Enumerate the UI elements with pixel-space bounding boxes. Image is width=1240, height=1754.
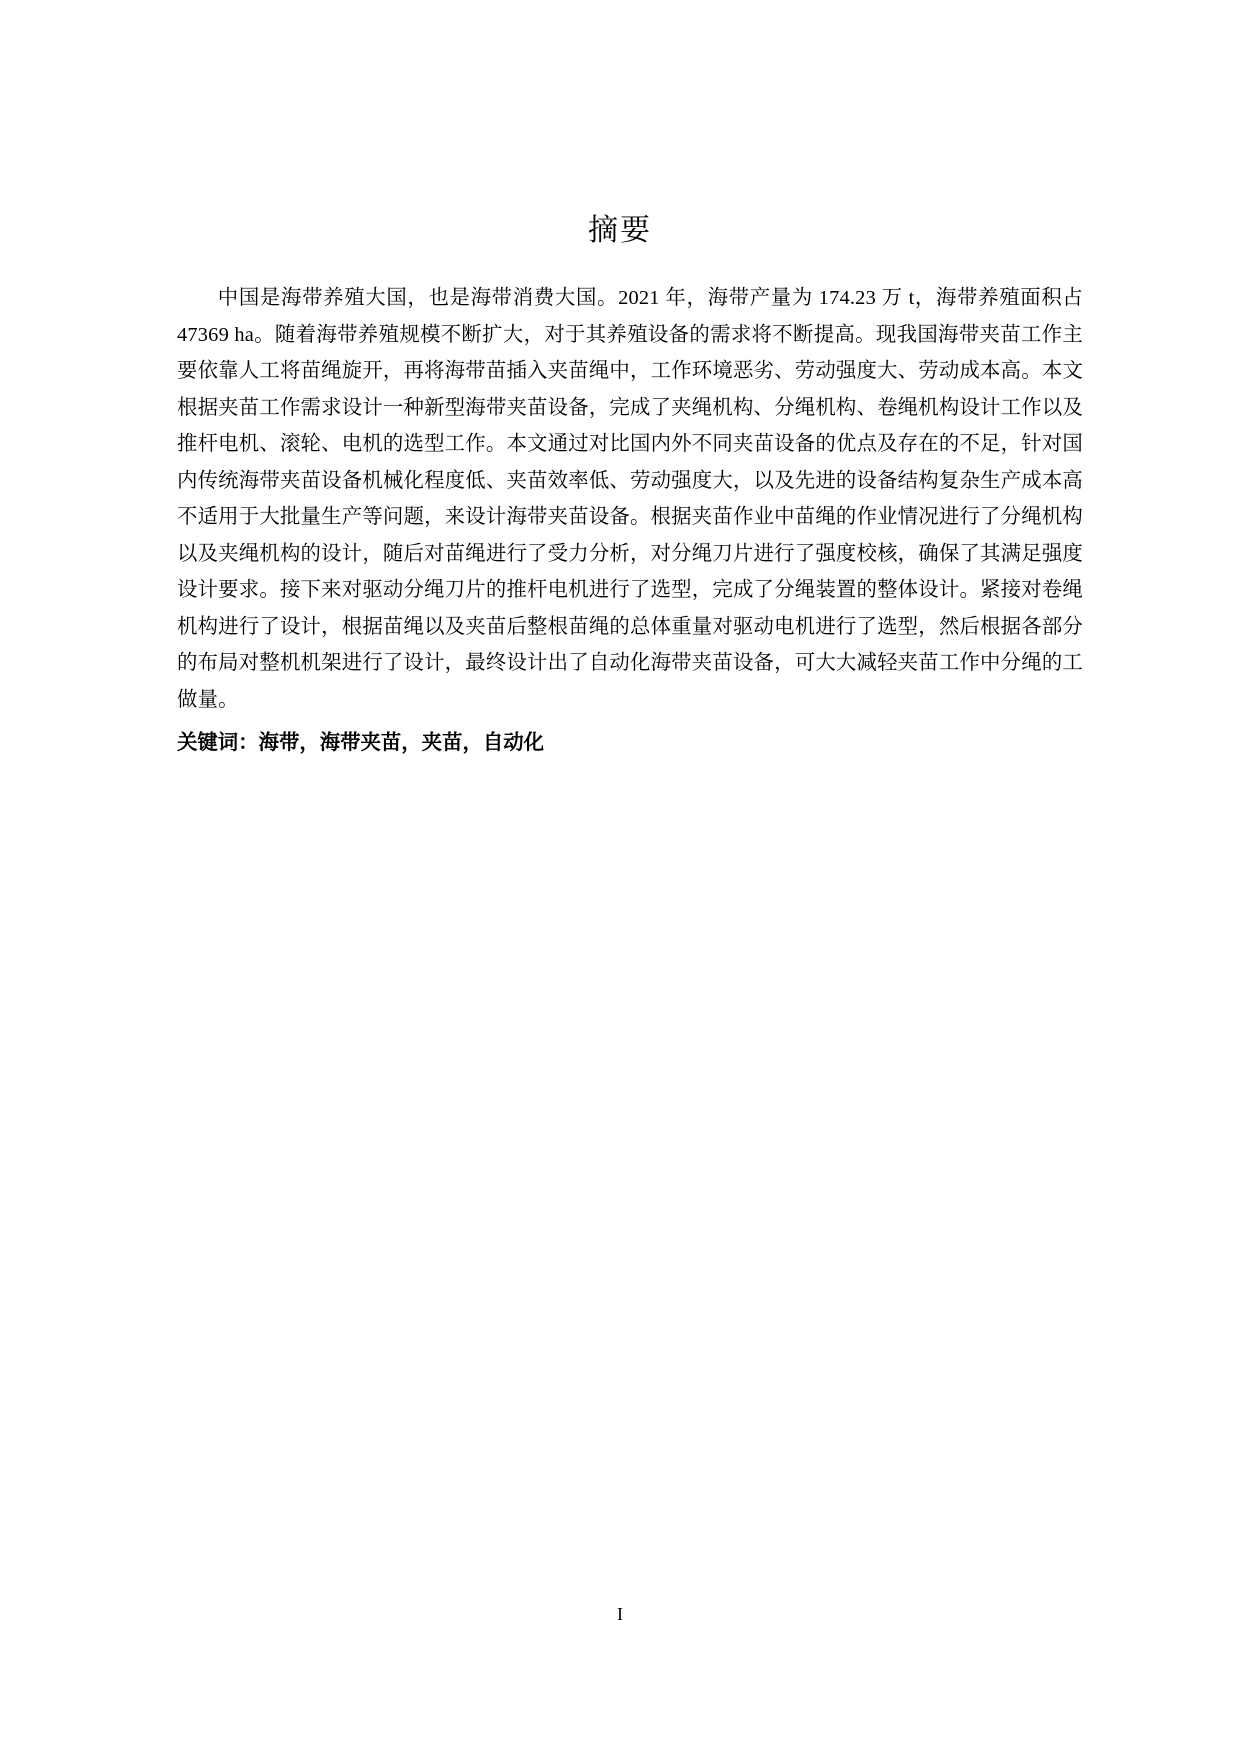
abstract-paragraph: 中国是海带养殖大国，也是海带消费大国。2021 年，海带产量为 174.23 万 t，海带养殖面积占 47369 ha。随着海带养殖规模不断扩大，对于其养殖设备的需求将不断提高。现我国海带夹苗工作主要依靠人工将苗绳旋开，再将海带苗插入夹苗绳中，工作环境恶劣、劳动强度大、劳动成本高。本文根据夹苗工作需求设计一种新型海带夹苗设备，完成了夹绳机构、分绳机构、卷绳机构设计工作以及推杆电机、滚轮、电机的选型工作。本文通过对比国内外不同夹苗设备的优点及存在的不足，针对国内传统海带夹苗设备机械化程度低、夹苗效率低、劳动强度大，以及先进的设备结构复杂生产成本高不适用于大批量生产等问题，来设计海带夹苗设备。根据夹苗作业中苗绳的作业情况进行了分绳机构以及夹绳机构的设计，随后对苗绳进行了受力分析，对分绳刀片进行了强度校核，确保了其满足强度设计要求。接下来对驱动分绳刀片的推杆电机进行了选型，完成了分绳装置的整体设计。紧接对卷绳机构进行了设计，根据苗绳以及夹苗后整根苗绳的总体重量对驱动电机进行了选型，然后根据各部分的布局对整机机架进行了设计，最终设计出了自动化海带夹苗设备，可大大减轻夹苗工作中分绳的工做量。 (177, 287, 1083, 711)
keywords-line: 关键词：海带，海带夹苗，夹苗，自动化 (177, 730, 545, 754)
page-number: I (617, 1604, 623, 1624)
page-title: 摘要 (588, 213, 652, 248)
